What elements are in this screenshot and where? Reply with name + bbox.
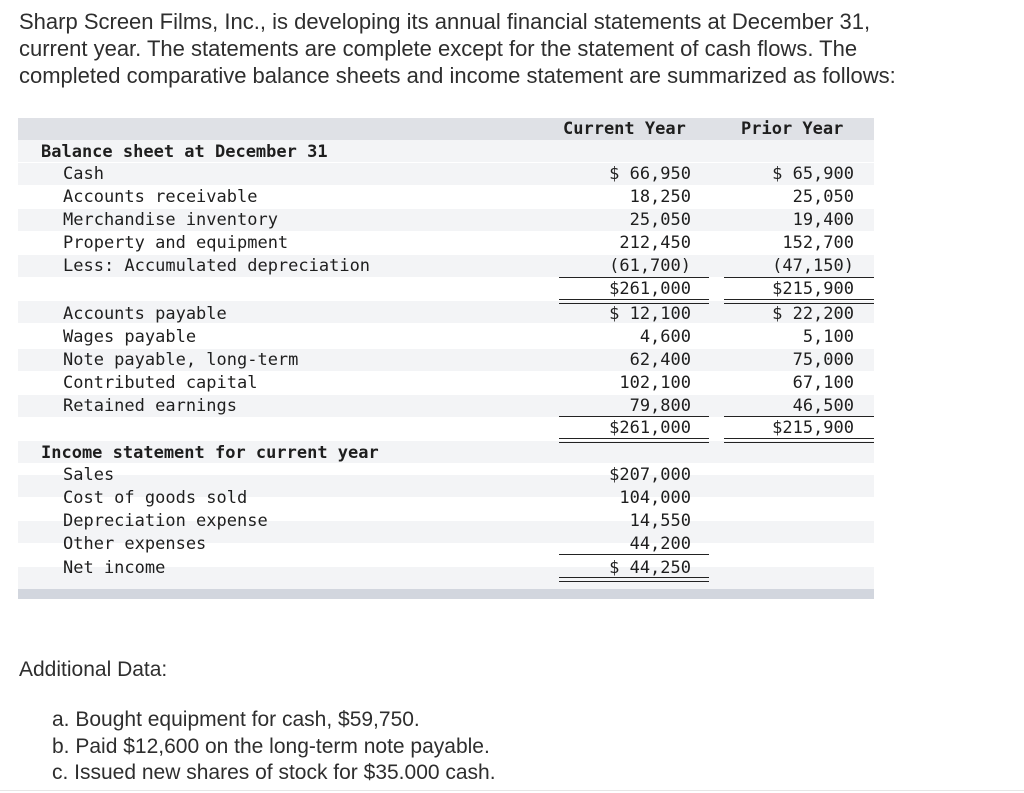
problem-intro [19, 8, 1009, 89]
intro-line-2: current year. The statements are complete except for the statement of cash flows. The [19, 36, 858, 61]
prior-year-value: 46,500 [792, 396, 854, 416]
current-year-value: 44,200 [629, 534, 691, 554]
underline [559, 554, 709, 555]
current-year-total: $261,000 [609, 279, 691, 299]
current-year-total: $261,000 [609, 418, 691, 438]
row-label: Accounts receivable [63, 187, 258, 207]
list-item: a. Bought equipment for cash, $59,750. [52, 708, 420, 731]
column-header-current-year: Current Year [563, 119, 686, 139]
prior-year-value: 25,050 [792, 187, 854, 207]
row-label: Property and equipment [63, 233, 289, 253]
additional-data-list [52, 707, 496, 787]
row-label: Cash [63, 164, 104, 184]
row-label: Other expenses [63, 534, 207, 554]
row-label: Cost of goods sold [63, 488, 248, 508]
income-statement-heading: Income statement for current year [41, 443, 379, 463]
prior-year-value: 67,100 [792, 373, 854, 393]
prior-year-value: $ 65,900 [772, 164, 854, 184]
bottom-divider [0, 790, 1024, 791]
row-label: Accounts payable [63, 304, 227, 324]
balance-sheet-heading: Balance sheet at December 31 [41, 142, 328, 162]
row-label: Wages payable [63, 327, 197, 347]
table-bottom-band [18, 589, 874, 599]
current-year-value: $207,000 [609, 465, 691, 485]
double-underline [724, 438, 874, 443]
current-year-value: 4,600 [639, 327, 691, 347]
current-year-value: 62,400 [629, 350, 691, 370]
prior-year-value: $ 22,200 [772, 304, 854, 324]
current-year-value: $ 12,100 [609, 304, 691, 324]
current-year-value: $ 66,950 [609, 164, 691, 184]
current-year-value: 14,550 [629, 511, 691, 531]
additional-data-heading: Additional Data: [19, 658, 168, 681]
row-label: Retained earnings [63, 396, 237, 416]
row-label: Less: Accumulated depreciation [63, 256, 371, 276]
double-underline [559, 577, 709, 582]
column-header-prior-year: Prior Year [741, 119, 844, 139]
current-year-value: 25,050 [629, 210, 691, 230]
list-item: b. Paid $12,600 on the long-term note payable. [52, 734, 490, 758]
intro-line-3: completed comparative balance sheets and income statement are summarized as follows: [19, 63, 896, 88]
prior-year-value: (47,150) [772, 256, 854, 276]
row-label: Note payable, long-term [63, 350, 299, 370]
prior-year-value: 75,000 [792, 350, 854, 370]
row-label: Depreciation expense [63, 511, 268, 531]
double-underline [559, 438, 709, 443]
current-year-value: 79,800 [629, 396, 691, 416]
current-year-value: $ 44,250 [609, 558, 691, 578]
list-item: c. Issued new shares of stock for $35.000 cash. [52, 761, 496, 784]
intro-line-1: Sharp Screen Films, Inc., is developing its annual financial statements at December 31, [19, 9, 871, 34]
current-year-value: 102,100 [619, 373, 691, 393]
prior-year-value: 5,100 [802, 327, 854, 347]
current-year-value: 104,000 [619, 488, 691, 508]
prior-year-total: $215,900 [772, 279, 854, 299]
row-label: Contributed capital [63, 373, 258, 393]
current-year-value: 18,250 [629, 187, 691, 207]
current-year-value: (61,700) [609, 256, 691, 276]
current-year-value: 212,450 [619, 233, 691, 253]
prior-year-value: 152,700 [782, 233, 854, 253]
row-label: Net income [63, 558, 166, 578]
row-label: Merchandise inventory [63, 210, 278, 230]
financial-statements-table [18, 118, 874, 600]
prior-year-total: $215,900 [772, 418, 854, 438]
prior-year-value: 19,400 [792, 210, 854, 230]
row-label: Sales [63, 465, 115, 485]
